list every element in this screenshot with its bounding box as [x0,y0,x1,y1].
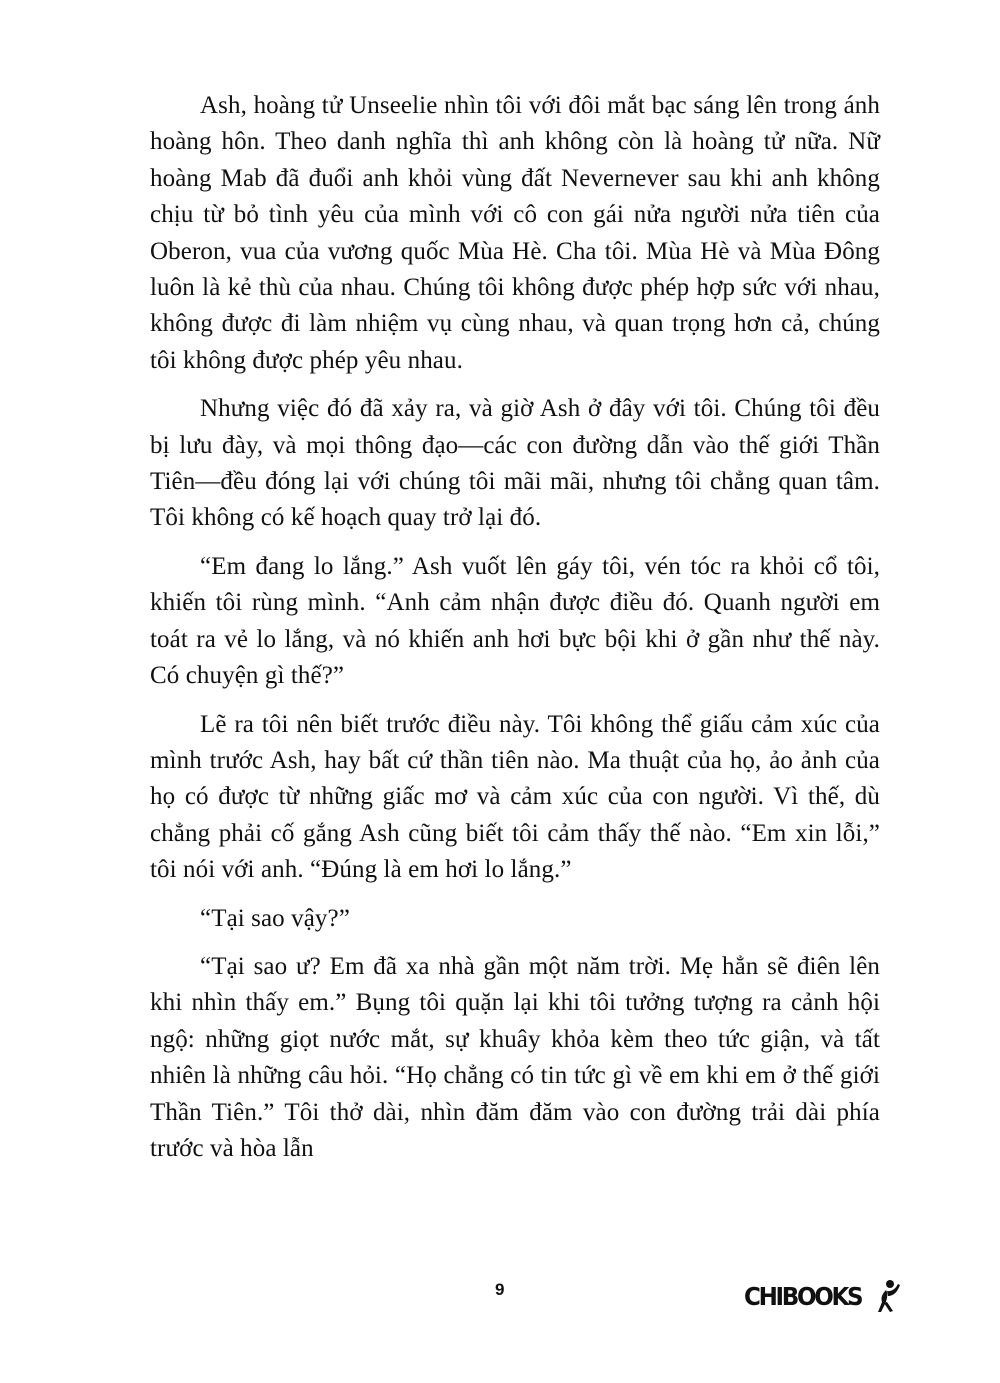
page-number: 9 [495,1280,505,1299]
paragraph-6: “Tại sao ư? Em đã xa nhà gần một năm trời. Mẹ hẳn sẽ điên lên khi nhìn thấy em.” Bụng tôi quặn lại khi tôi tưởng tượng ra cảnh hội ngộ: những giọt nước mắt, sự khuây khỏa kèm theo tức giận, và tất nhiên là những câu hỏi. “Họ chẳng có tin tức gì về em khi em ở thế giới Thần Tiên.” Tôi thở dài, nhìn đăm đăm vào con đường trải dài phía trước và hòa lẫn [150,952,880,1162]
paragraph-5: “Tại sao vậy?” [200,904,350,932]
publisher-logo-text: CHIBOOKS [744,1281,862,1311]
publisher-logo [744,1276,906,1316]
book-page-body [150,88,880,1167]
paragraph-2: Nhưng việc đó đã xảy ra, và giờ Ash ở đây với tôi. Chúng tôi đều bị lưu đày, và mọi thông đạo—các con đường dẫn vào thế giới Thần Tiên—đều đóng lại với chúng tôi mãi mãi, nhưng tôi chẳng quan tâm. Tôi không có kế hoạch quay trở lại đó. [150,395,880,532]
paragraph-3: “Em đang lo lắng.” Ash vuốt lên gáy tôi, vén tóc ra khỏi cổ tôi, khiến tôi rùng mình. “Anh cảm nhận được điều đó. Quanh người em toát ra vẻ lo lắng, và nó khiến anh hơi bực bội khi ở gần như thế này. Có chuyện gì thế?” [150,552,880,690]
publisher-figure-icon [866,1276,906,1316]
paragraph-1: Ash, hoàng tử Unseelie nhìn tôi với đôi mắt bạc sáng lên trong ánh hoàng hôn. Theo danh nghĩa thì anh không còn là hoàng tử nữa. Nữ hoàng Mab đã đuổi anh khỏi vùng đất Nevernever sau khi anh không chịu từ bỏ tình yêu của mình với cô con gái nửa người nửa tiên của Oberon, vua của vương quốc Mùa Hè. Cha tôi. Mùa Hè và Mùa Đông luôn là kẻ thù của nhau. Chúng tôi không được phép hợp sức với nhau, không được đi làm nhiệm vụ cùng nhau, và quan trọng hơn cả, chúng tôi không được phép yêu nhau. [150,92,880,374]
paragraph-4: Lẽ ra tôi nên biết trước điều này. Tôi không thể giấu cảm xúc của mình trước Ash, hay bất cứ thần tiên nào. Ma thuật của họ, ảo ảnh của họ có được từ những giấc mơ và cảm xúc của con người. Vì thế, dù chẳng phải cố gắng Ash cũng biết tôi cảm thấy thế nào. “Em xin lỗi,” tôi nói với anh. “Đúng là em hơi lo lắng.” [150,710,880,884]
